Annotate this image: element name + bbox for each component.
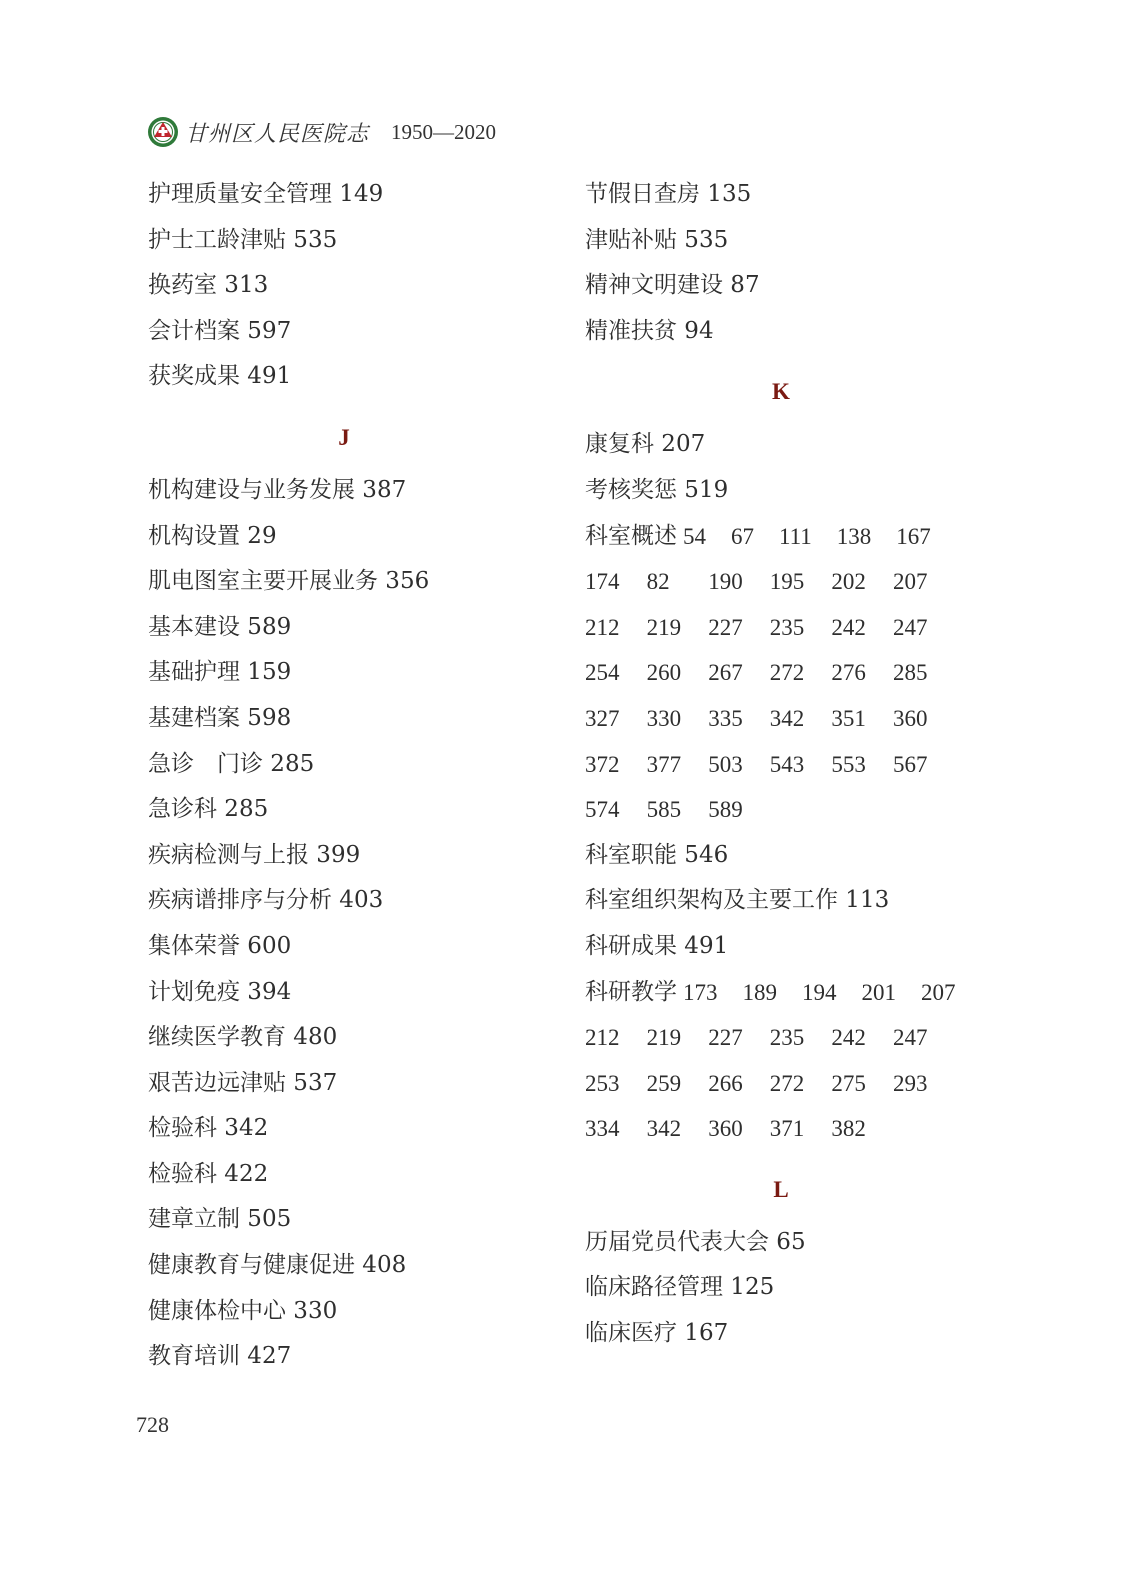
page-ref-row: [585, 1106, 1045, 1152]
book-years: 1950—2020: [391, 119, 497, 144]
index-entry: 节假日查房 135: [585, 181, 752, 207]
page-ref-row: [585, 605, 1045, 651]
page-ref: 335: [708, 705, 743, 731]
index-entry: 考核奖惩 519: [585, 476, 729, 503]
page-ref: 327: [585, 705, 620, 731]
page-ref: 202: [831, 569, 866, 595]
index-entry: 历届党员代表大会 65: [585, 1228, 806, 1255]
page-ref: 272: [769, 1070, 805, 1096]
index-entry: 机构建设与业务发展 387: [148, 476, 407, 503]
section-letter-l: L: [773, 1176, 789, 1202]
page-ref-row: [585, 742, 1045, 788]
page-ref: 360: [708, 1116, 743, 1142]
index-entry: 检验科 422: [148, 1160, 269, 1187]
index-entry: 精准扶贫 94: [585, 317, 714, 344]
page-ref: 259: [646, 1070, 682, 1096]
index-term: 科室概述: [585, 522, 677, 549]
page-ref-row: [585, 787, 1045, 833]
page-ref: 372: [585, 751, 620, 777]
page-ref-row: [585, 1061, 1045, 1107]
page-ref: 207: [921, 979, 956, 1005]
index-entry: 护理质量安全管理 149: [148, 181, 384, 207]
page-ref: 247: [892, 1025, 928, 1051]
index-entry: 艰苦边远津贴 537: [148, 1069, 338, 1096]
page-ref: 276: [831, 660, 866, 686]
page-number: 728: [136, 1412, 169, 1437]
page-ref: 553: [831, 751, 866, 777]
book-title: 甘州区人民医院志: [185, 121, 370, 147]
page-ref: 293: [892, 1070, 928, 1096]
section-letter-j: J: [338, 424, 350, 450]
page-ref: 212: [585, 1025, 620, 1051]
index-entry: 临床医疗 167: [585, 1320, 729, 1347]
page-ref: 285: [892, 660, 928, 686]
index-entry-keshi-gaishu: [585, 514, 1045, 560]
page-ref: 503: [708, 751, 743, 777]
index-entry: 建章立制 505: [148, 1206, 292, 1233]
index-entry: 机构设置 29: [148, 522, 277, 549]
index-entry: 会计档案 597: [148, 317, 292, 344]
page-ref: 189: [742, 979, 777, 1005]
index-entry: 健康体检中心 330: [148, 1297, 338, 1324]
index-term: 科研教学: [585, 978, 677, 1005]
page-ref: 247: [892, 614, 928, 640]
page-ref: 167: [896, 523, 931, 549]
page-ref: 111: [779, 523, 812, 549]
page-ref: 382: [831, 1116, 866, 1142]
index-entry: 基本建设 589: [148, 613, 292, 640]
index-entry: 临床路径管理 125: [585, 1274, 775, 1301]
page-ref: 567: [892, 751, 928, 777]
index-entry: 教育培训 427: [148, 1343, 292, 1370]
page-ref: 227: [708, 1025, 743, 1051]
index-entry: 计划免疫 394: [148, 978, 292, 1005]
page-ref: 342: [646, 1116, 682, 1142]
page-ref: 351: [831, 705, 866, 731]
index-entry: 基建档案 598: [148, 704, 292, 731]
index-entry: 肌电图室主要开展业务 356: [148, 568, 430, 595]
hospital-emblem-icon: [147, 116, 179, 148]
page-ref: 67: [731, 523, 754, 549]
index-entry: 获奖成果 491: [148, 363, 292, 390]
entries-j: [148, 468, 578, 1380]
index-entry: 急诊 门诊 285: [148, 750, 315, 777]
section-letter-k: K: [772, 379, 790, 405]
index-entry: 科室职能 546: [585, 841, 729, 868]
index-column-right: [585, 172, 1045, 1357]
page-ref-row: [585, 559, 1045, 605]
page-header: [147, 112, 496, 152]
page-ref: 543: [769, 751, 805, 777]
index-entry: 继续医学教育 480: [148, 1024, 338, 1051]
index-entry: 护士工龄津贴 535: [148, 226, 338, 253]
index-entry: 疾病谱排序与分析 403: [148, 887, 384, 914]
page-ref-row: [585, 650, 1045, 696]
page-ref: 589: [708, 797, 743, 823]
page-ref: 212: [585, 614, 620, 640]
page-ref: 201: [861, 979, 896, 1005]
page-ref: 138: [836, 523, 872, 549]
page-ref: 266: [708, 1070, 743, 1096]
index-entry: 津贴补贴 535: [585, 226, 729, 253]
page-ref: 267: [708, 660, 743, 686]
index-entry-keyan-jiaoxue: [585, 970, 1045, 1016]
page-ref: 275: [831, 1070, 866, 1096]
index-entry: 康复科 207: [585, 431, 706, 458]
page-ref: 242: [831, 614, 866, 640]
index-entry: 疾病检测与上报 399: [148, 841, 361, 868]
page-ref: 235: [769, 1025, 805, 1051]
page-ref: 190: [708, 569, 743, 595]
page-ref: 334: [585, 1116, 620, 1142]
page-ref: 207: [892, 569, 928, 595]
page-ref: 272: [769, 660, 805, 686]
page-ref: 219: [646, 614, 682, 640]
page-ref: 360: [892, 705, 928, 731]
index-column-left: [148, 172, 578, 1380]
page-ref: 173: [683, 979, 718, 1005]
index-entry: 健康教育与健康促进 408: [148, 1252, 407, 1279]
page-ref: 330: [646, 705, 682, 731]
page-ref: 585: [646, 797, 682, 823]
index-entry: 换药室 313: [148, 272, 269, 299]
index-entry: 检验科 342: [148, 1115, 269, 1142]
page-ref: 342: [769, 705, 805, 731]
index-entry: 基础护理 159: [148, 659, 292, 686]
entries-h-continued: [148, 172, 578, 400]
page-ref: 235: [769, 614, 805, 640]
index-entry: 急诊科 285: [148, 796, 269, 823]
index-entry: 科室组织架构及主要工作 113: [585, 887, 890, 914]
page-ref: 194: [802, 979, 837, 1005]
page-ref: 574: [585, 797, 620, 823]
entries-j-continued: [585, 172, 1045, 354]
page-ref: 227: [708, 614, 743, 640]
page-ref: 254: [585, 660, 620, 686]
page-ref: 377: [646, 751, 682, 777]
page-ref: 219: [646, 1025, 682, 1051]
page-ref-row: [585, 696, 1045, 742]
page-ref: 174: [585, 569, 620, 595]
page-ref: 253: [585, 1070, 620, 1096]
page-ref: 371: [769, 1116, 805, 1142]
index-entry: 集体荣誉 600: [148, 932, 292, 959]
page-ref: 195: [769, 569, 805, 595]
page-ref: 242: [831, 1025, 866, 1051]
page-ref: 82: [646, 569, 670, 595]
index-entry: 科研成果 491: [585, 932, 729, 959]
entries-k: [585, 422, 1045, 1152]
page-ref: 260: [646, 660, 682, 686]
index-entry: 精神文明建设 87: [585, 272, 760, 299]
page-ref-row: [585, 1015, 1045, 1061]
entries-l: [585, 1220, 1045, 1357]
page-ref: 54: [683, 523, 706, 549]
